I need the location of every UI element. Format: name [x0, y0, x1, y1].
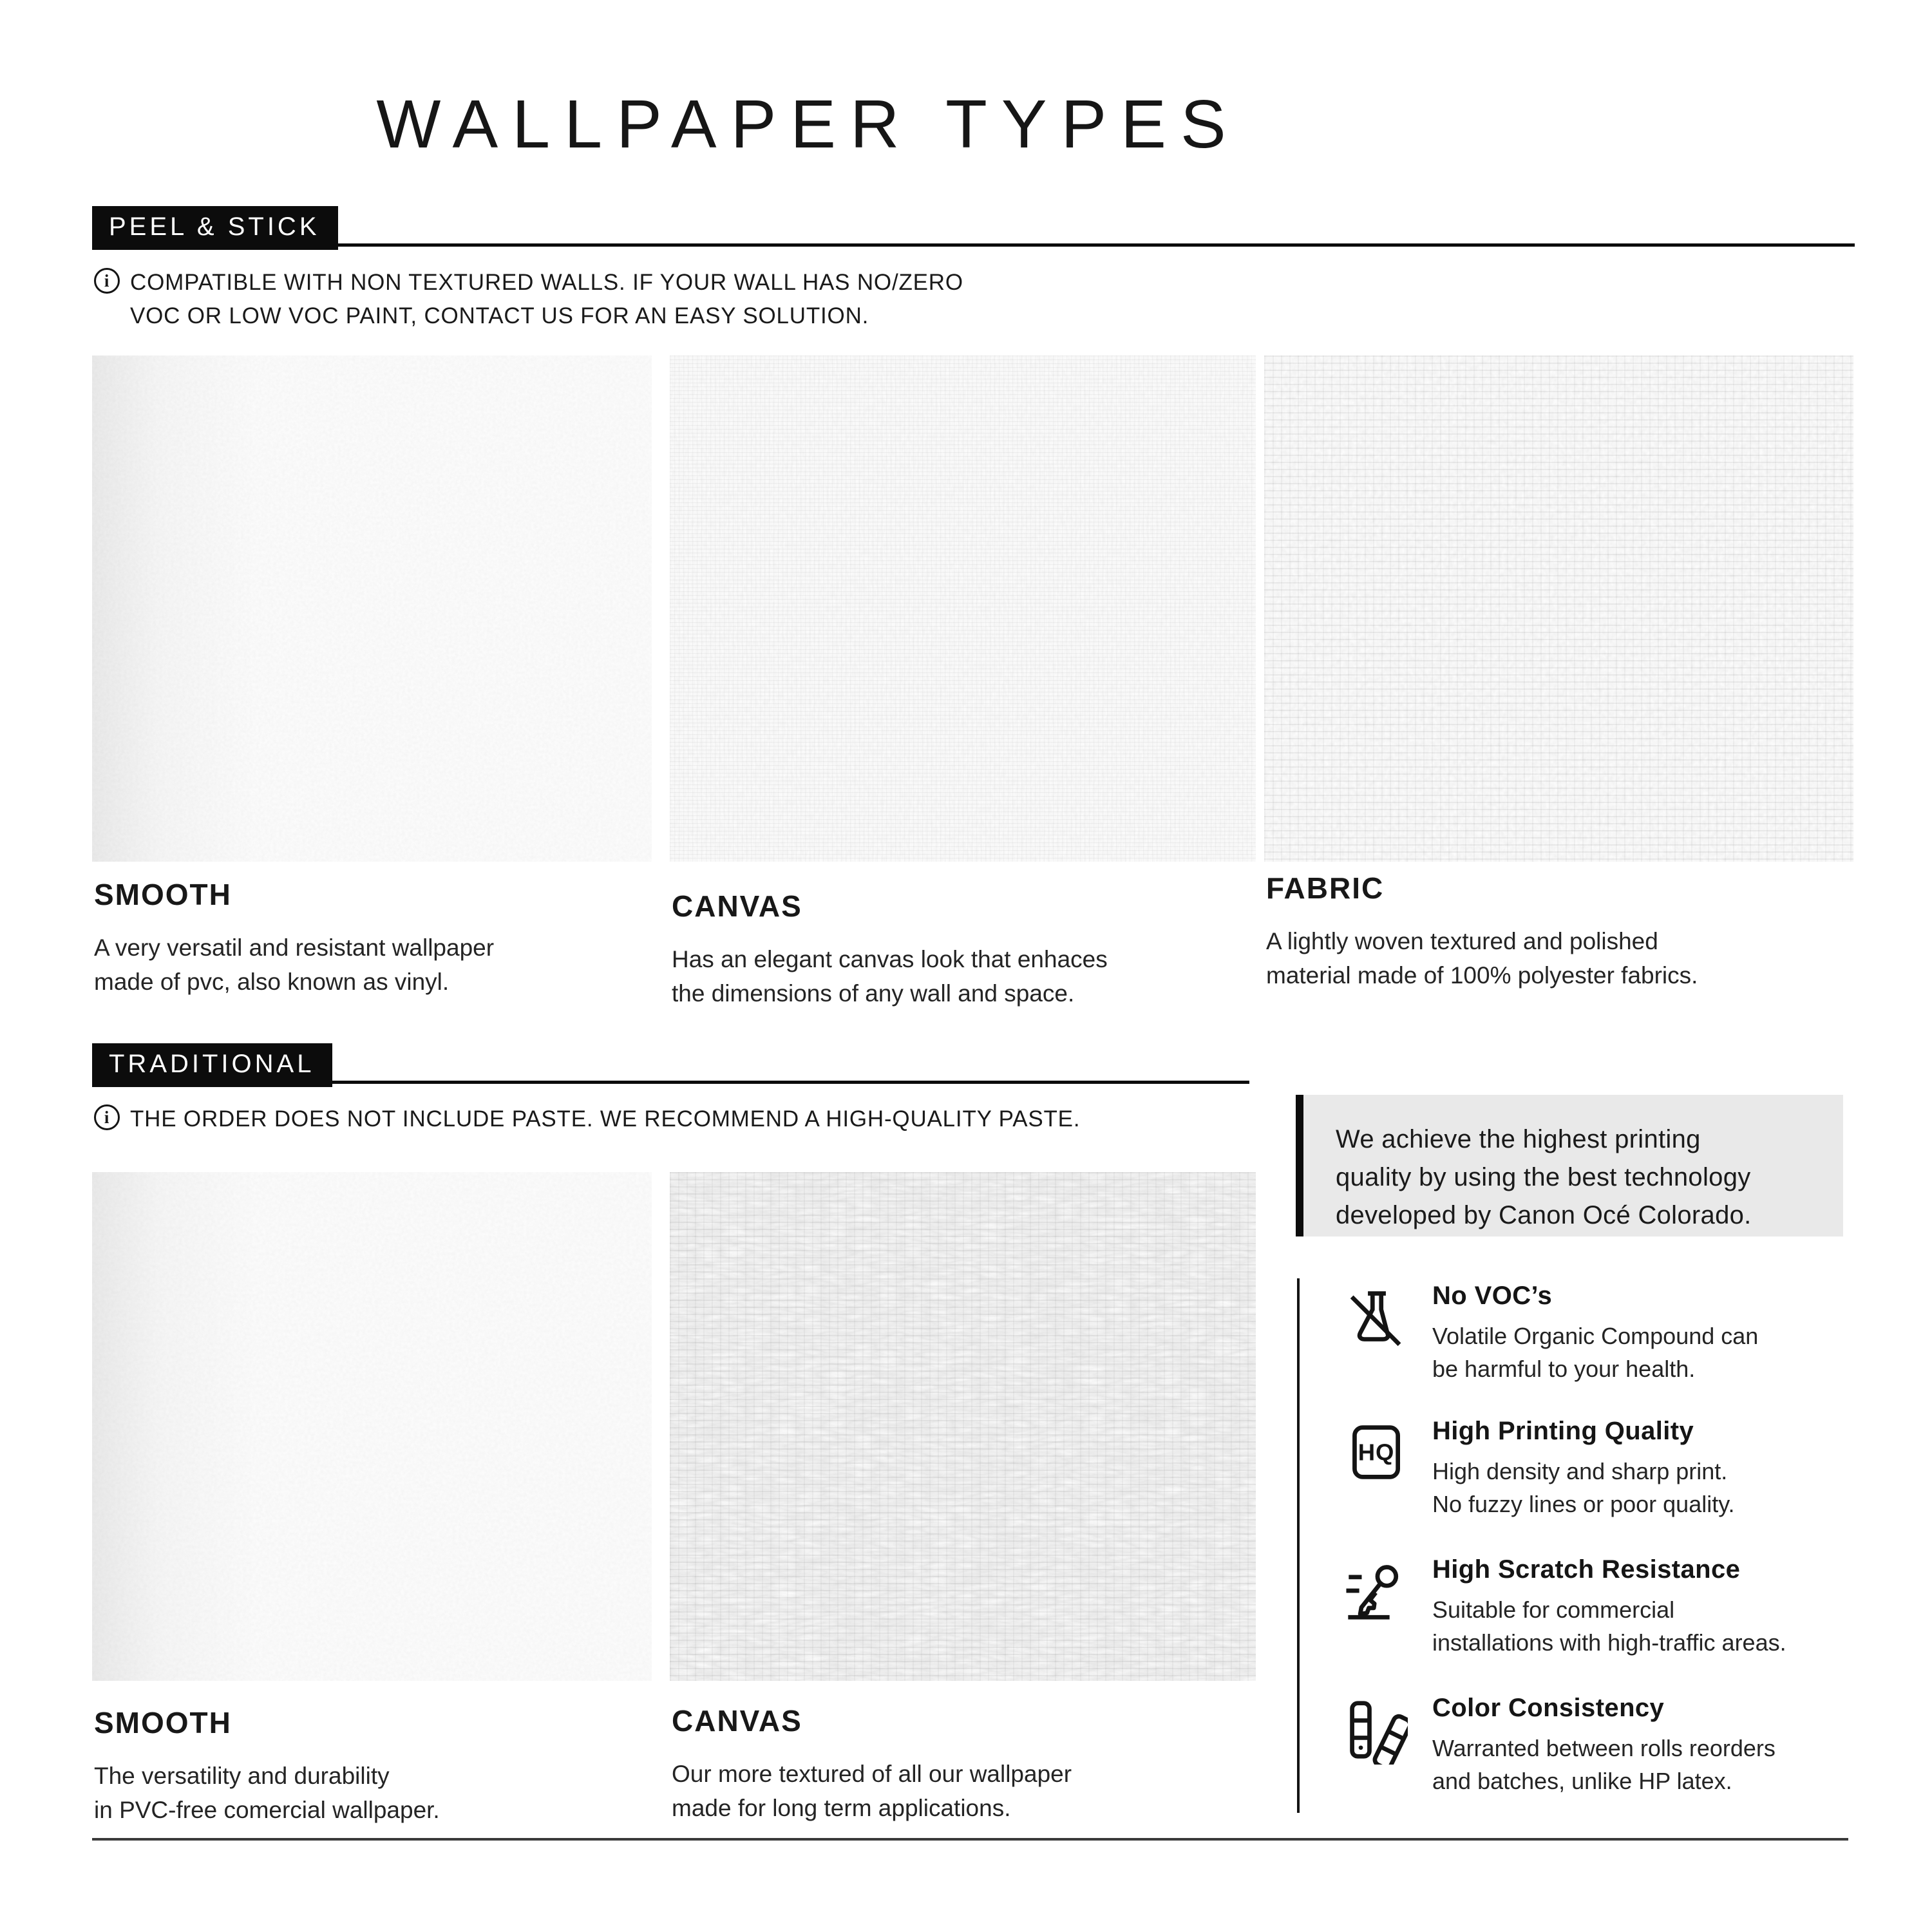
quote-line: developed by Canon Océ Colorado.: [1336, 1200, 1752, 1229]
swatch-description-line: A lightly woven textured and polished: [1266, 928, 1658, 954]
feature-title: High Scratch Resistance: [1432, 1555, 1741, 1584]
feature-title: No VOC’s: [1432, 1282, 1553, 1310]
printing-quality-callout: [1296, 1095, 1843, 1236]
swatch-description-line: material made of 100% polyester fabrics.: [1266, 961, 1698, 989]
no-voc-flask-icon: [1346, 1282, 1408, 1385]
peel-stick-smooth-swatch: [92, 355, 652, 862]
info-icon: i: [94, 268, 120, 294]
traditional-canvas-caption: [672, 1703, 1072, 1825]
feature-description-line: High density and sharp print.: [1432, 1458, 1728, 1484]
swatch-description-line: the dimensions of any wall and space.: [672, 980, 1075, 1007]
feature-title: High Printing Quality: [1432, 1417, 1694, 1445]
peel-stick-note: [94, 266, 963, 333]
info-icon: i: [94, 1104, 120, 1130]
peel-stick-fabric-caption: [1266, 871, 1698, 992]
feature-high-printing-quality: [1346, 1417, 1855, 1520]
feature-description-line: No fuzzy lines or poor quality.: [1432, 1491, 1735, 1518]
swatch-label: CANVAS: [672, 889, 802, 923]
swatch-label: SMOOTH: [94, 878, 232, 911]
feature-description-line: Suitable for commercial: [1432, 1596, 1675, 1623]
swatch-label: FABRIC: [1266, 871, 1385, 905]
traditional-note-line: THE ORDER DOES NOT INCLUDE PASTE. WE RECOMMEND A HIGH-QUALITY PASTE.: [130, 1106, 1081, 1132]
swatch-description-line: made of pvc, also known as vinyl.: [94, 968, 450, 995]
feature-description-line: and batches, unlike HP latex.: [1432, 1768, 1732, 1795]
feature-no-voc: [1346, 1282, 1855, 1385]
peel-stick-note-line: COMPATIBLE WITH NON TEXTURED WALLS. IF YOUR WALL HAS NO/ZERO: [130, 270, 963, 295]
swatch-label: SMOOTH: [94, 1706, 232, 1739]
swatch-description-line: The versatility and durability: [94, 1763, 390, 1789]
feature-description-line: Warranted between rolls reorders: [1432, 1735, 1776, 1761]
scratch-key-icon: [1346, 1555, 1408, 1659]
feature-description-line: Volatile Organic Compound can: [1432, 1323, 1759, 1349]
feature-description-line: be harmful to your health.: [1432, 1356, 1696, 1383]
swatch-description-line: made for long term applications.: [672, 1794, 1011, 1821]
feature-title: Color Consistency: [1432, 1694, 1665, 1722]
swatch-description-line: Our more textured of all our wallpaper: [672, 1761, 1072, 1787]
traditional-canvas-swatch: [670, 1172, 1256, 1681]
traditional-note: [94, 1103, 1080, 1136]
peel-stick-section-rule: [92, 243, 1855, 247]
peel-stick-smooth-caption: [94, 877, 494, 999]
traditional-smooth-caption: [94, 1705, 440, 1827]
traditional-smooth-swatch: [92, 1172, 652, 1681]
peel-stick-fabric-swatch: [1264, 355, 1853, 862]
swatch-description-line: Has an elegant canvas look that enhaces: [672, 946, 1108, 972]
feature-description-line: installations with high-traffic areas.: [1432, 1629, 1786, 1656]
hq-badge-icon: [1346, 1417, 1408, 1520]
feature-high-scratch-resistance: [1346, 1555, 1855, 1659]
bottom-divider-rule: [92, 1838, 1848, 1841]
peel-stick-canvas-swatch: [670, 355, 1256, 862]
color-swatches-icon: [1346, 1694, 1408, 1797]
feature-color-consistency: [1346, 1694, 1855, 1797]
peel-stick-canvas-caption: [672, 889, 1108, 1010]
features-divider-rail: [1297, 1278, 1300, 1813]
traditional-section-header: TRADITIONAL: [92, 1043, 332, 1087]
swatch-description-line: in PVC-free comercial wallpaper.: [94, 1796, 440, 1823]
page-title: WALLPAPER TYPES: [376, 86, 1240, 162]
swatch-label: CANVAS: [672, 1704, 802, 1738]
peel-stick-note-line: VOC OR LOW VOC PAINT, CONTACT US FOR AN EASY SOLUTION.: [130, 303, 869, 328]
quote-line: quality by using the best technology: [1336, 1162, 1751, 1191]
swatch-description-line: A very versatil and resistant wallpaper: [94, 934, 495, 961]
peel-stick-section-header: PEEL & STICK: [92, 206, 338, 250]
svg-text:HQ: HQ: [1358, 1439, 1395, 1466]
quote-line: We achieve the highest printing: [1336, 1125, 1701, 1153]
